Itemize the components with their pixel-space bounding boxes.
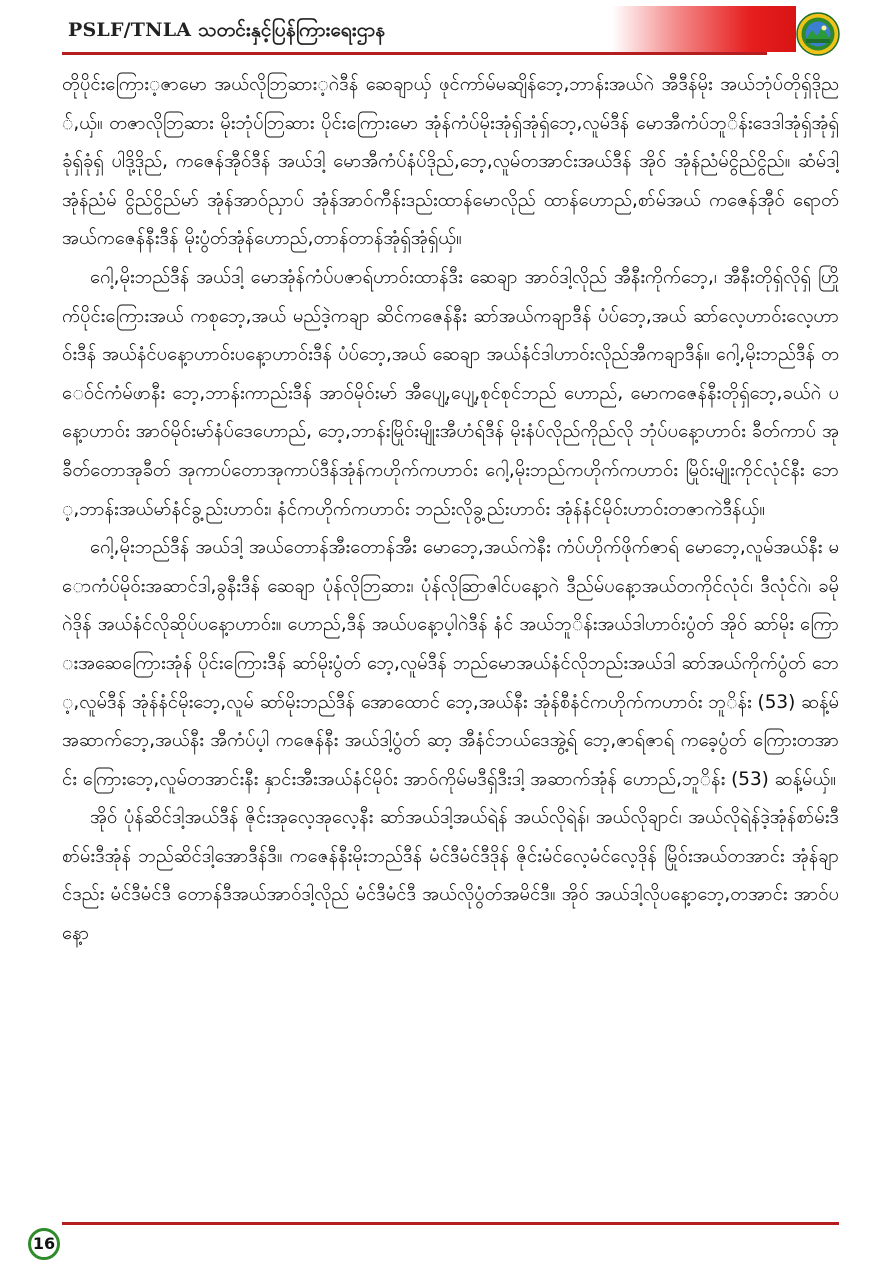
paragraph: အိုဝ် ပုံန်ဆိင်ဒါ့အယ်ဒီန် ဇိုင်းအုလေ့အုလေ့နီး ဆာ်အယ်ဒါ့အယ်ရဲန် အယ်လိုရဲန်၊ အယ်လိုချာင်၊ အယ်လိုရဲန်ဒဲ့အုံန်စာ်မ်းဒီစာ်မ်းဒီအုံန် ဘည်ဆိင်ဒါ့အောဒီန်ဒီ။ ကဇေန်နီးမိုးဘည်ဒီန် မံင်ဒီမံင်ဒီဒိုန် ဇိုင်းမံင်လေ့မံင်လေ့ဒိုန် မြိုဝ်းအယ်တအာင်း အုံန်ချာင်ဒည်း မံင်ဒီမံင်ဒီ တောန်ဒီအယ်အာဝ်ဒါ့လိုည် မံင်ဒီမံင်ဒီ အယ်လိုပွံတ်အမိင်ဒီ။ အိုဝ် အယ်ဒါ့လိုပနေ့ာဘေ့,တအာင်း အာဝ်ပနေ့ာ (62, 807, 839, 945)
article-body (62, 66, 839, 1216)
paragraph: ဂေါ့,မိုးဘည်ဒီန် အယ်ဒါ့ မောအုံန်ကံပ်ပဇာရ်ဟာဝ်းထာန်ဒီး ဆေချာ အာဝ်ဒါ့လိုည် အီနီးကိုက်ဘေ့,၊ အီနီးတိုရှ်လိုရှ် ဟြိုက်ပိုင်းကြေားအယ် ကစုဘေ့,အယ် မည်ဒဲ့ကချာ ဆိင်ကဇေန်နီး ဆာ်အယ်ကချာဒီန် ပံပ်ဘေ့,အယ် ဆာ်လေ့ဟာဝ်းလေ့ဟာဝ်းဒီန် အယ်နံင်ပနေ့ာဟာဝ်းပနေ့ာဟာဝ်းဒီန် ပံပ်ဘေ့,အယ် ဆေချာ အယ်နံင်ဒါဟာဝ်းလိုည်အီကချာဒီန်။ ဂေါ့,မိုးဘည်ဒီန် တေဝ်င်ကံမ်ဖာနီး ဘေ့,ဘာန်းကာည်းဒီန် အာဝ်မိုဝ်းမာ် အီပျေ့,ပျေ့,စုင်စုင်ဘည် ဟောည်, မောကဇေန်နီးတိုရှ်ဘေ့,ခယ်ဂဲ ပနေ့ာဟာဝ်း အာဝ်မိုဝ်းမာ်နံပ်ဒေဟောည်, ဘေ့,ဘာန်းမြိုဝ်းမျိုးအီဟံရ်ဒီန် မိုးနံပ်လိုည်ကိုည်လို ဘုံပ်ပနေ့ာဟာဝ်း ခီတ်ကာပ် အုခီတ်တောအုခီတ် အုကာပ်တောအုကာပ်ဒီန်အုံန်ကဟိုက်ကဟာဝ်း ဂေါ့,မိုးဘည်ကဟိုက်ကဟာဝ်း မြိုဝ်းမျိုးကိုင်လုံင်နီး ဘေ့,ဘာန်းအယ်မာ်နံင်ခွ့ည်းဟာဝ်း၊ နံင်ကဟိုက်ကဟာဝ်း ဘည်းလိုခွ့ည်းဟာဝ်း အုံန်နံင်မိုဝ်းဟာဝ်းတဇာကဲဒီန်ယှ်။ (62, 266, 839, 520)
page-header (0, 0, 896, 76)
paragraph: ဂေါ့,မိုးဘည်ဒီန် အယ်ဒါ့ အယ်တောန်အီးတောန်အီး မောဘေ့,အယ်ကဲနီး ကံပ်ဟိုက်ဖိုက်ဇာရ် မောဘေ့,လူမ်အယ်နီး မောကံပ်မိုဝ်းအဆာင်ဒါ,ခွနီးဒီန် ဆေချာ ပုံန်လိုဘြဆား၊ ပုံန်လိုဆြာဇါင်ပနေ့ာဂဲ ဒီည်မ်ပနေ့ာအယ်တကိုင်လုံင်၊ ဒီလုံင်ဂဲ၊ ခမိုဂဲဒိုန် အယ်နံင်လိုဆိုပ်ပနေ့ာဟာဝ်း။ ဟောည်,ဒီန် အယ်ပနေ့ာပ့ါဂဲဒီန် နံင် အယ်ဘူိန်းအယ်ဒါဟာဝ်းပွံတ် အိုဝ် ဆာ်မိုး ကြေားအဆေကြေားအုံန် ပိုင်းကြေားဒီန် ဆာ်မိုးပွံတ် ဘေ့,လူမ်ဒီန် ဘည်မောအယ်နံင်လိုဘည်းအယ်ဒါ ဆာ်အယ်ကိုက်ပွံတ် ဘေ့,လူမ်ဒီန် အုံန်နံင်မိုးဘေ့,လူမ် ဆာ်မိုးဘည်ဒီန် အောထောင် ဘေ့,အယ်နီး အုံန်စီနံင်ကဟိုက်ကဟာဝ်း ဘူိန်း (53) ဆန့်မ် အဆာက်ဘေ့,အယ်နီး အီကံပ်ပ့ါ ကဇေန်နီး အယ်ဒါ့ပွံတ် ဆာ့ အီနံင်ဘယ်ဒေအွဲ့ရ် ဘေ့,ဇာရ်ဇာရ် ကခေ့ပွံတ် ကြေားတအာင်း ကြေားဘေ့,လူမ်တအာင်းနီး နှာင်းအီးအယ်နံင်မိုဝ်း အာဝ်ကိုမ်မဒီရှ်ဒီးဒါ့ အဆာက်အုံန် ဟောည်,ဘူိန်း (53) ဆန့်မ်ယှ်။ (62, 537, 839, 790)
footer-rule (62, 1222, 839, 1225)
paragraph: တိုပိုင်းကြေား့ဇာမော အယ်လိုဘြဆား့ဂဲဒီန် ဆေချာယှ် ဖုင်ကာ်မ်မဆျိန်ဘေ့,ဘာန်းအယ်ဂဲ အီဒီန်မိုး အယ်ဘုံပ်တိုရှ်ဒိုည်,ယှ်။ တဇာလိုဘြဆား မိုးဘုံပ်ဘြဆား ပိုင်းကြေားမော အုံန်ကံပ်မိုးအုံရှ်အုံရှ်ဘေ့,လူမ်ဒီန် မောအီကံပ်ဘူိန်းဒေဒါအုံရှ်အုံရှ်ခုံရှ်ခုံရှ် ပါဒို့ဒိုည်, ကဇေန်အီုဝ်ဒီန် အယ်ဒါ့ မောအီကံပ်နံပ်ဒိုည်,ဘေ့,လူမ်တအာင်းအယ်ဒီန် အိုဝ် အုံန်ညံမ်ငွိည်ငွိည်။ ဆံမ်ဒါ့ အုံန်ညံမ် ငွိည်ငွိည်မာ် အုံန်အာဝ်ညှာပ် အုံန်အာဝ်ကီန်းဒည်းထာန်မောလိုည် ထာန်ဟောည်,စာ်မ်အယ် ကဇေန်အီုဝ် ရောတ်အယ်ကဇေန်နီးဒီန် မိုးပွံတ်အုံန်ဟောည်,တာန်တာန်အုံရှ်အုံရှ်ယှ်။ (62, 74, 839, 250)
emblem-logo (796, 12, 840, 56)
header-red-banner (612, 6, 796, 52)
header-rule (62, 52, 767, 55)
page-number: 16 (28, 1228, 60, 1260)
header-title: PSLF/TNLA သတင်းနှင့်ပြန်ကြားရေးဌာန (68, 19, 386, 41)
